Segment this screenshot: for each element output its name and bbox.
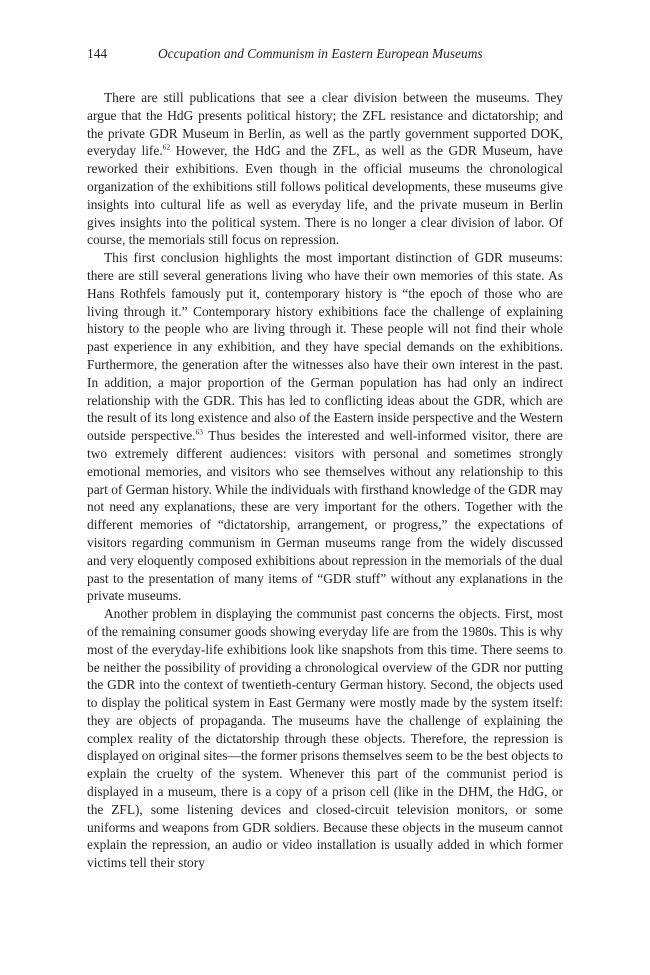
running-title: Occupation and Communism in Eastern European Museums	[158, 46, 483, 61]
paragraph-text: Another problem in displaying the communist past concerns the objects. First, most of the remaining consumer goods showing everyday life are from the 1980s. This is why most of the everyday-life exhibitions look like snapshots from this time. There seems to be neither the possibility of providing a chronological overview of the GDR nor putting the GDR into the context of twentieth-century German history. Second, the objects used to display the political system in East Germany were mostly made by the system itself: they are objects of propaganda. The museums have the challenge of explaining the complex reality of the dictatorship through these objects. Therefore, the repression is displayed on original sites—the former prisons themselves seem to be the best objects to explain the cruelty of the system. Whenever this part of the communist period is displayed in a museum, there is a copy of a prison cell (like in the DHM, the HdG, or the ZFL), some listening devices and closed-circuit television monitors, or some uniforms and weapons from GDR soldiers. Because these objects in the museum cannot explain the repression, an audio or video installation is usually added in which former victims tell their story	[87, 606, 563, 871]
paragraph-text: However, the HdG and the ZFL, as well as the GDR Museum, have reworked their exhibitions. Even though in the official museums the chronological organization of the exhibitions still follows political developments, these museums give insights into cultural life as well as everyday life, and the private museum in Berlin gives insights into the political system. There is no longer a clear division of labor. Of course, the memorials still focus on repression.	[87, 143, 564, 248]
footnote-ref-63: 63	[195, 427, 204, 437]
paragraph-text: Thus besides the interested and well-informed visitor, there are two extremely different audiences: visitors with personal and sometimes strongly emotional memories, and visitors who see themselves without any relationship to this part of German history. While the individuals with firsthand knowledge of the GDR may not need any explanations, these are very important for the others. Together with the different memories of “dictatorship, arrangement, or progress,” the expectations of visitors regarding communism in German museums range from the widely discussed and very eloquently composed exhibitions about repression in the memorials of the dual past to the presentation of many items of “GDR stuff” without any explanations in the private museums.	[87, 428, 563, 604]
paragraph	[87, 249, 563, 605]
paragraph-text: This first conclusion highlights the most important distinction of GDR museums: there are still several generations living who have their own memories of this state. As Hans Rothfels famously put it, contemporary history is “the epoch of those who are living through it.” Contemporary history exhibitions face the challenge of explaining history to the people who are living through it. These people will not find their whole past experience in any exhibition, and they have special demands on the exhibitions. Furthermore, the generation after the witnesses also have their own interest in the past. In addition, a major proportion of the German population has had only an indirect relationship with the GDR. This has led to conflicting ideas about the GDR, which are the result of its long existence and also of the Eastern inside perspective and the Western outside perspective.	[87, 250, 563, 444]
body-text	[87, 89, 563, 872]
footnote-ref-62: 62	[162, 142, 171, 152]
paragraph	[87, 605, 563, 872]
paragraph	[87, 89, 563, 249]
page-number: 144	[87, 46, 108, 61]
paragraph-text: There are still publications that see a clear division between the museums. They argue that the HdG presents political history; the ZFL resistance and dictatorship; and the private GDR Museum in Berlin, as well as the partly government supported DOK, everyday life.	[87, 90, 563, 159]
running-head	[87, 44, 563, 64]
